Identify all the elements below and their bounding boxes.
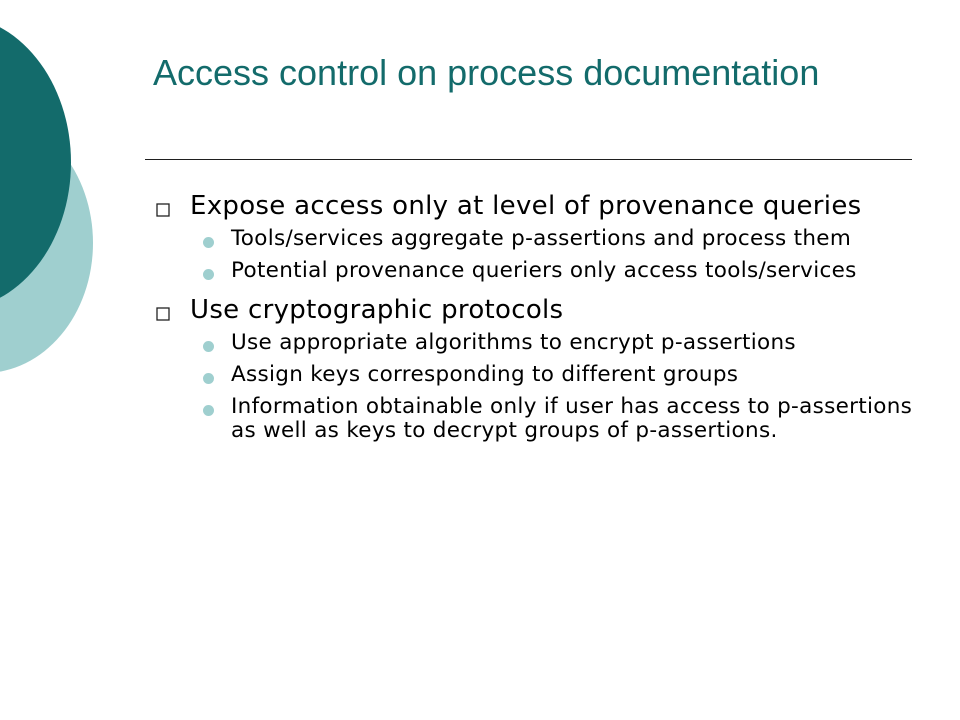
sub-bullet-item bbox=[190, 363, 914, 387]
sub-bullet-text: Use appropriate algorithms to encrypt p-assertions bbox=[231, 330, 796, 355]
bullet-item bbox=[154, 193, 914, 283]
dot-bullet-icon bbox=[203, 373, 214, 384]
bullet-text: Expose access only at level of provenance queries bbox=[190, 191, 862, 221]
sub-bullet-item bbox=[190, 395, 914, 443]
title-divider bbox=[145, 159, 912, 160]
slide-body bbox=[154, 193, 914, 451]
bullet-item bbox=[154, 297, 914, 443]
dot-bullet-icon bbox=[203, 269, 214, 280]
slide-title: Access control on process documentation bbox=[153, 52, 820, 93]
sub-bullet-text: Information obtainable only if user has access to p-assertions as well as keys to decrypt groups of p-assertions. bbox=[231, 394, 913, 443]
sub-bullet-text: Potential provenance queriers only access tools/services bbox=[231, 258, 857, 283]
sub-bullet-item bbox=[190, 227, 914, 251]
sub-bullet-item bbox=[190, 259, 914, 283]
bullet-text: Use cryptographic protocols bbox=[190, 295, 564, 325]
dot-bullet-icon bbox=[203, 341, 214, 352]
sub-bullet-item bbox=[190, 331, 914, 355]
dot-bullet-icon bbox=[203, 405, 214, 416]
sub-bullet-list bbox=[190, 227, 914, 283]
sub-bullet-text: Tools/services aggregate p-assertions and process them bbox=[231, 226, 852, 251]
sub-bullet-text: Assign keys corresponding to different groups bbox=[231, 362, 739, 387]
dot-bullet-icon bbox=[203, 237, 214, 248]
square-bullet-icon bbox=[156, 307, 170, 321]
sub-bullet-list bbox=[190, 331, 914, 443]
square-bullet-icon bbox=[156, 203, 170, 217]
